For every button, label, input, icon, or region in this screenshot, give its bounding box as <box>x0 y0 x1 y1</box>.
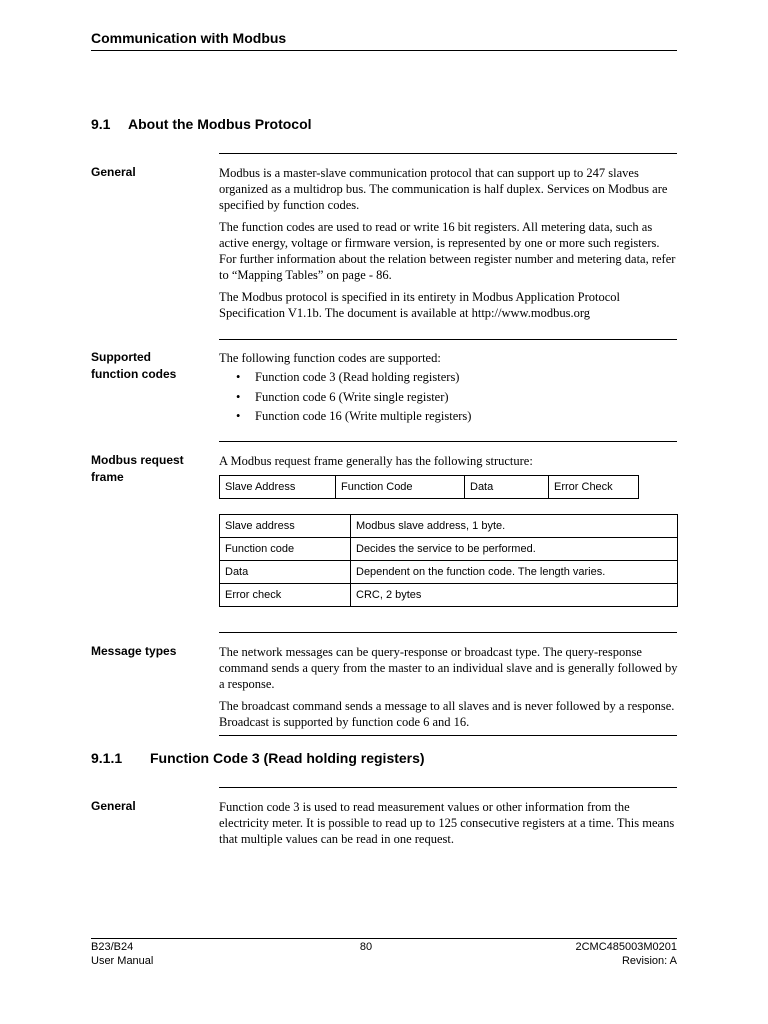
sidehead-line: frame <box>91 470 124 484</box>
general-paragraph: The Modbus protocol is specified in its entirety in Modbus Application Protocol Specification V1.1b. The document is available at http://www.modbus.org <box>219 290 620 320</box>
bullet-icon: • <box>236 409 241 423</box>
running-header-title: Communication with Modbus <box>91 30 287 46</box>
sidehead-request-frame <box>91 452 184 486</box>
sidehead-general: General <box>91 165 136 179</box>
message-types-body <box>219 644 679 736</box>
divider-request-frame <box>219 441 677 442</box>
page-number: 80 <box>359 941 373 953</box>
sidehead-general-fc3: General <box>91 799 136 813</box>
table-row <box>220 561 678 584</box>
table-row <box>220 584 678 607</box>
sidehead-line: Modbus request <box>91 453 184 467</box>
footer-revision: Revision: A <box>621 955 677 967</box>
message-types-paragraph: The broadcast command sends a message to all slaves and is never followed by a response. Broadcast is supported by function code 6 and 16. <box>219 699 675 729</box>
list-item-text: Function code 3 (Read holding registers) <box>255 370 460 384</box>
table-cell: Function Code <box>336 476 465 499</box>
subsection-title: Function Code 3 (Read holding registers) <box>150 750 425 766</box>
section-number: 9.1 <box>91 116 111 132</box>
general-fc3-body <box>219 799 679 853</box>
function-code-list <box>219 368 679 427</box>
field-description-cell: Dependent on the function code. The length varies. <box>351 561 678 584</box>
table-row <box>220 515 678 538</box>
divider-general <box>219 153 677 154</box>
sidehead-line: function codes <box>91 367 177 381</box>
footer-right <box>477 940 677 968</box>
footer-product: B23/B24 <box>91 941 134 953</box>
list-item-text: Function code 6 (Write single register) <box>255 389 449 404</box>
table-cell: Slave Address <box>220 476 336 499</box>
list-item <box>219 368 679 388</box>
field-name-cell: Slave address <box>220 515 351 538</box>
sidehead-message-types: Message types <box>91 644 177 658</box>
sidehead-supported <box>91 349 176 383</box>
table-row <box>220 476 639 499</box>
frame-fields-table <box>219 514 678 607</box>
supported-intro: The following function codes are supported: <box>219 351 441 365</box>
general-paragraph: The function codes are used to read or write 16 bit registers. All metering data, such as active energy, voltage or firmware version, is represented by one or more such registers. For further information about the relation between register number and metering data, refer to “Mapping Tables” on page - 86. <box>219 220 676 282</box>
field-name-cell: Data <box>220 561 351 584</box>
general-body <box>219 165 679 327</box>
general-fc3-paragraph: Function code 3 is used to read measurement values or other information from the electricity meter. It is possible to read up to 125 consecutive registers at a time. This means that multiple values can be read in one request. <box>219 800 675 846</box>
field-name-cell: Error check <box>220 584 351 607</box>
field-description-cell: Modbus slave address, 1 byte. <box>351 515 678 538</box>
divider-supported <box>219 339 677 340</box>
list-item <box>219 407 679 427</box>
supported-body <box>219 350 679 427</box>
bullet-icon: • <box>236 370 241 384</box>
footer-doc-number: 2CMC485003M0201 <box>575 941 677 953</box>
field-description-cell: Decides the service to be performed. <box>351 538 678 561</box>
divider-general-fc3 <box>219 787 677 788</box>
table-row <box>220 538 678 561</box>
sidehead-line: Supported <box>91 350 151 364</box>
list-item-text: Function code 16 (Write multiple registers) <box>255 409 472 423</box>
list-item <box>219 388 679 408</box>
footer-left <box>91 940 153 968</box>
divider-end-section <box>219 735 677 736</box>
message-types-paragraph: The network messages can be query-response or broadcast type. The query-response command sends a query from the master to an individual slave and is generally followed by a response. <box>219 645 678 691</box>
footer-doc-type: User Manual <box>91 955 154 967</box>
bullet-icon: • <box>236 389 241 404</box>
subsection-number: 9.1.1 <box>91 750 123 766</box>
divider-message-types <box>219 632 677 633</box>
general-paragraph: Modbus is a master-slave communication protocol that can support up to 247 slaves organized as a multidrop bus. The communication is half duplex. Services on Modbus are specified by function codes. <box>219 166 668 212</box>
frame-structure-table <box>219 475 639 499</box>
request-frame-intro: A Modbus request frame generally has the following structure: <box>219 454 533 468</box>
field-name-cell: Function code <box>220 538 351 561</box>
header-rule <box>91 50 677 51</box>
table-cell: Error Check <box>549 476 639 499</box>
section-title: About the Modbus Protocol <box>128 116 312 132</box>
table-cell: Data <box>465 476 549 499</box>
footer-rule <box>91 938 677 939</box>
field-description-cell: CRC, 2 bytes <box>351 584 678 607</box>
